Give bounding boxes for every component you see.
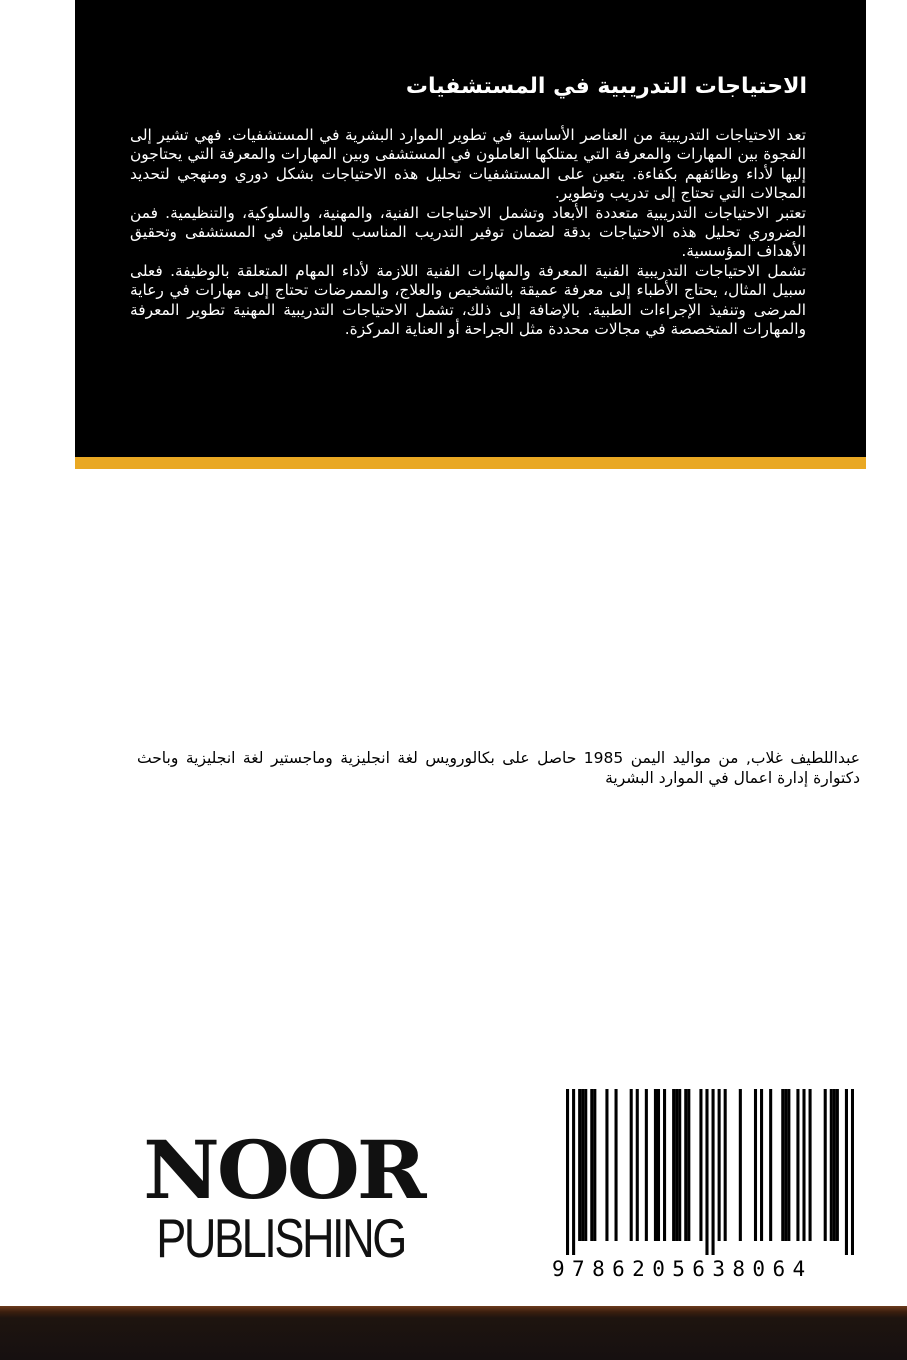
barcode-bar	[787, 1089, 790, 1241]
barcode-bar	[784, 1089, 787, 1241]
back-cover-blurb	[130, 126, 806, 339]
barcode-bar	[724, 1089, 727, 1241]
barcode-bar	[769, 1089, 772, 1241]
barcode-bar	[675, 1089, 678, 1241]
barcode-bar	[836, 1089, 839, 1241]
barcode-bar	[636, 1089, 639, 1241]
barcode-bar	[760, 1089, 763, 1241]
accent-stripe	[75, 457, 866, 469]
barcode-bar	[739, 1089, 742, 1241]
barcode-bar	[672, 1089, 675, 1241]
barcode-bar	[830, 1089, 833, 1241]
barcode-bar	[833, 1089, 836, 1241]
barcode-bar	[802, 1089, 805, 1241]
barcode-bar	[796, 1089, 799, 1241]
barcode-bar	[593, 1089, 596, 1241]
barcode-bar	[657, 1089, 660, 1241]
author-bio: عبداللطيف غلاب, من مواليد اليمن 1985 حاصل على بكالورويس لغة انجليزية وماجستير لغة انجليزية وباحث دكتوارة إدارة اعمال في الموارد البشرية	[137, 749, 861, 787]
blurb-paragraph: تعتبر الاحتياجات التدريبية متعددة الأبعاد وتشمل الاحتياجات الفنية، والمهنية، والسلوكية، والتنظيمية. فمن الضروري تحليل هذه الاحتياجات بدقة لضمان توفير التدريب المناسب للعاملين في المستشفى وتحقيق الأهداف المؤسسية.	[130, 203, 806, 261]
barcode-bar	[630, 1089, 633, 1241]
barcode-bar	[809, 1089, 812, 1241]
barcode-bar	[712, 1089, 715, 1255]
publisher-logo	[130, 1123, 424, 1269]
barcode-bar	[590, 1089, 593, 1241]
barcode-bar	[705, 1089, 708, 1255]
bottom-band	[0, 1306, 907, 1360]
book-title: الاحتياجات التدريبية في المستشفيات	[405, 74, 807, 99]
publisher-logo-noor: NOOR	[143, 1123, 424, 1217]
barcode-bar	[645, 1089, 648, 1241]
isbn-digits: 9786205638064	[552, 1257, 813, 1281]
barcode-bar	[615, 1089, 618, 1241]
barcode-bar	[781, 1089, 784, 1241]
barcode-bar	[718, 1089, 721, 1241]
barcode-bar	[578, 1089, 581, 1241]
barcode-bar	[581, 1089, 584, 1241]
barcode-bar	[851, 1089, 854, 1255]
barcode-bar	[566, 1089, 569, 1255]
barcode-bar	[572, 1089, 575, 1255]
publisher-logo-publishing: PUBLISHING	[156, 1207, 405, 1269]
isbn-barcode	[552, 1087, 868, 1281]
barcode-bar	[684, 1089, 687, 1241]
barcode-bar	[584, 1089, 587, 1241]
blurb-paragraph: تعد الاحتياجات التدريبية من العناصر الأساسية في تطوير الموارد البشرية في المستشفيات. فهي تشير إلى الفجوة بين المهارات والمعرفة التي يمتلكها العاملون في المستشفى وبين المهارات والمعرفة التي يحتاجون إليها لأداء وظائفهم بكفاءة. يتعين على المستشفيات تحليل هذه الاحتياجات بشكل دوري ومنهجي لتحديد المجالات التي تحتاج إلى تدريب وتطوير.	[130, 126, 806, 203]
barcode-bar	[654, 1089, 657, 1241]
barcode-bars	[566, 1089, 854, 1255]
barcode-bar	[687, 1089, 690, 1241]
barcode-bar	[663, 1089, 666, 1241]
barcode-bar	[605, 1089, 608, 1241]
barcode-bar	[699, 1089, 702, 1241]
blurb-paragraph: تشمل الاحتياجات التدريبية الفنية المعرفة والمهارات الفنية اللازمة لأداء المهام المتعلقة بالوظيفة. فعلى سبيل المثال، يحتاج الأطباء إلى معرفة عميقة بالتشخيص والعلاج، والممرضات تحتاج إلى مهارات في رعاية المرضى وتنفيذ الإجراءات الطبية. بالإضافة إلى ذلك، تشمل الاحتياجات التدريبية المهنية تطوير المعرفة والمهارات المتخصصة في مجالات محددة مثل الجراحة أو العناية المركزة.	[130, 261, 806, 339]
barcode-bar	[754, 1089, 757, 1241]
barcode-bar	[678, 1089, 681, 1241]
barcode-bar	[845, 1089, 848, 1255]
barcode-bar	[824, 1089, 827, 1241]
